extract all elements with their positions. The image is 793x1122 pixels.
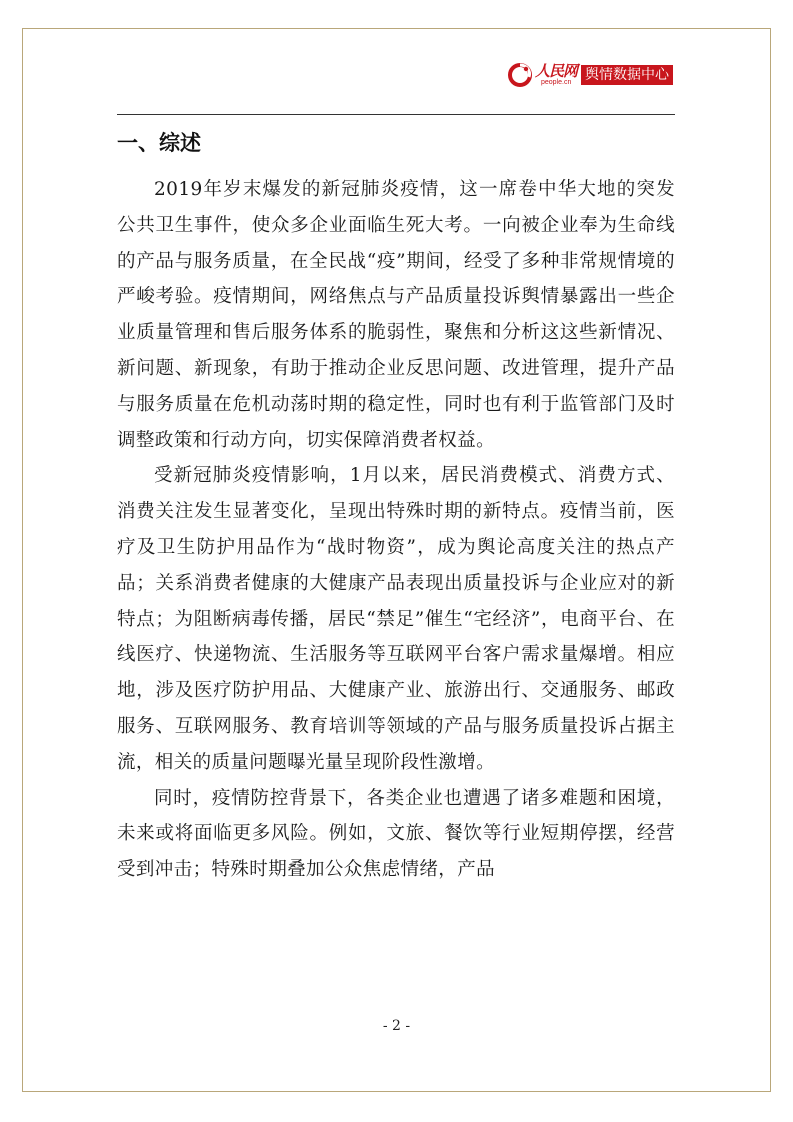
logo-department: 舆情数据中心 — [581, 65, 673, 85]
header-logo — [507, 62, 673, 88]
paragraph: 2019年岁末爆发的新冠肺炎疫情，这一席卷中华大地的突发公共卫生事件，使众多企业面临生死大考。一向被企业奉为生命线的产品与服务质量，在全民战“疫”期间，经受了多种非常规情境的严峻考验。疫情期间，网络焦点与产品质量投诉舆情暴露出一些企业质量管理和售后服务体系的脆弱性，聚焦和分析这这些新情况、新问题、新现象，有助于推动企业反思问题、改进管理，提升产品与服务质量在危机动荡时期的稳定性，同时也有利于监管部门及时调整政策和行动方向，切实保障消费者权益。 — [117, 179, 675, 451]
logo-domain: people.cn — [540, 78, 572, 86]
body-text — [117, 172, 675, 888]
logo-wordmark — [534, 61, 577, 87]
page-number: - 2 - — [382, 1018, 411, 1034]
paragraph: 同时，疫情防控背景下，各类企业也遭遇了诸多难题和困境，未来或将面临更多风险。例如，文旅、餐饮等行业短期停摆，经营受到冲击；特殊时期叠加公众焦虑情绪，产品 — [117, 787, 675, 881]
header-rule — [117, 114, 675, 115]
logo-brand: 人民网 — [534, 61, 577, 80]
section-heading: 一、综述 — [117, 131, 201, 155]
people-logo-icon — [507, 62, 533, 88]
paragraph: 受新冠肺炎疫情影响，1月以来，居民消费模式、消费方式、消费关注发生显著变化，呈现出特殊时期的新特点。疫情当前，医疗及卫生防护用品作为“战时物资”，成为舆论高度关注的热点产品；关系消费者健康的大健康产品表现出质量投诉与企业应对的新特点；为阻断病毒传播，居民“禁足”催生“宅经济”，电商平台、在线医疗、快递物流、生活服务等互联网平台客户需求量爆增。相应地，涉及医疗防护用品、大健康产业、旅游出行、交通服务、邮政服务、互联网服务、教育培训等领域的产品与服务质量投诉占据主流，相关的质量问题曝光量呈现阶段性激增。 — [117, 465, 675, 773]
